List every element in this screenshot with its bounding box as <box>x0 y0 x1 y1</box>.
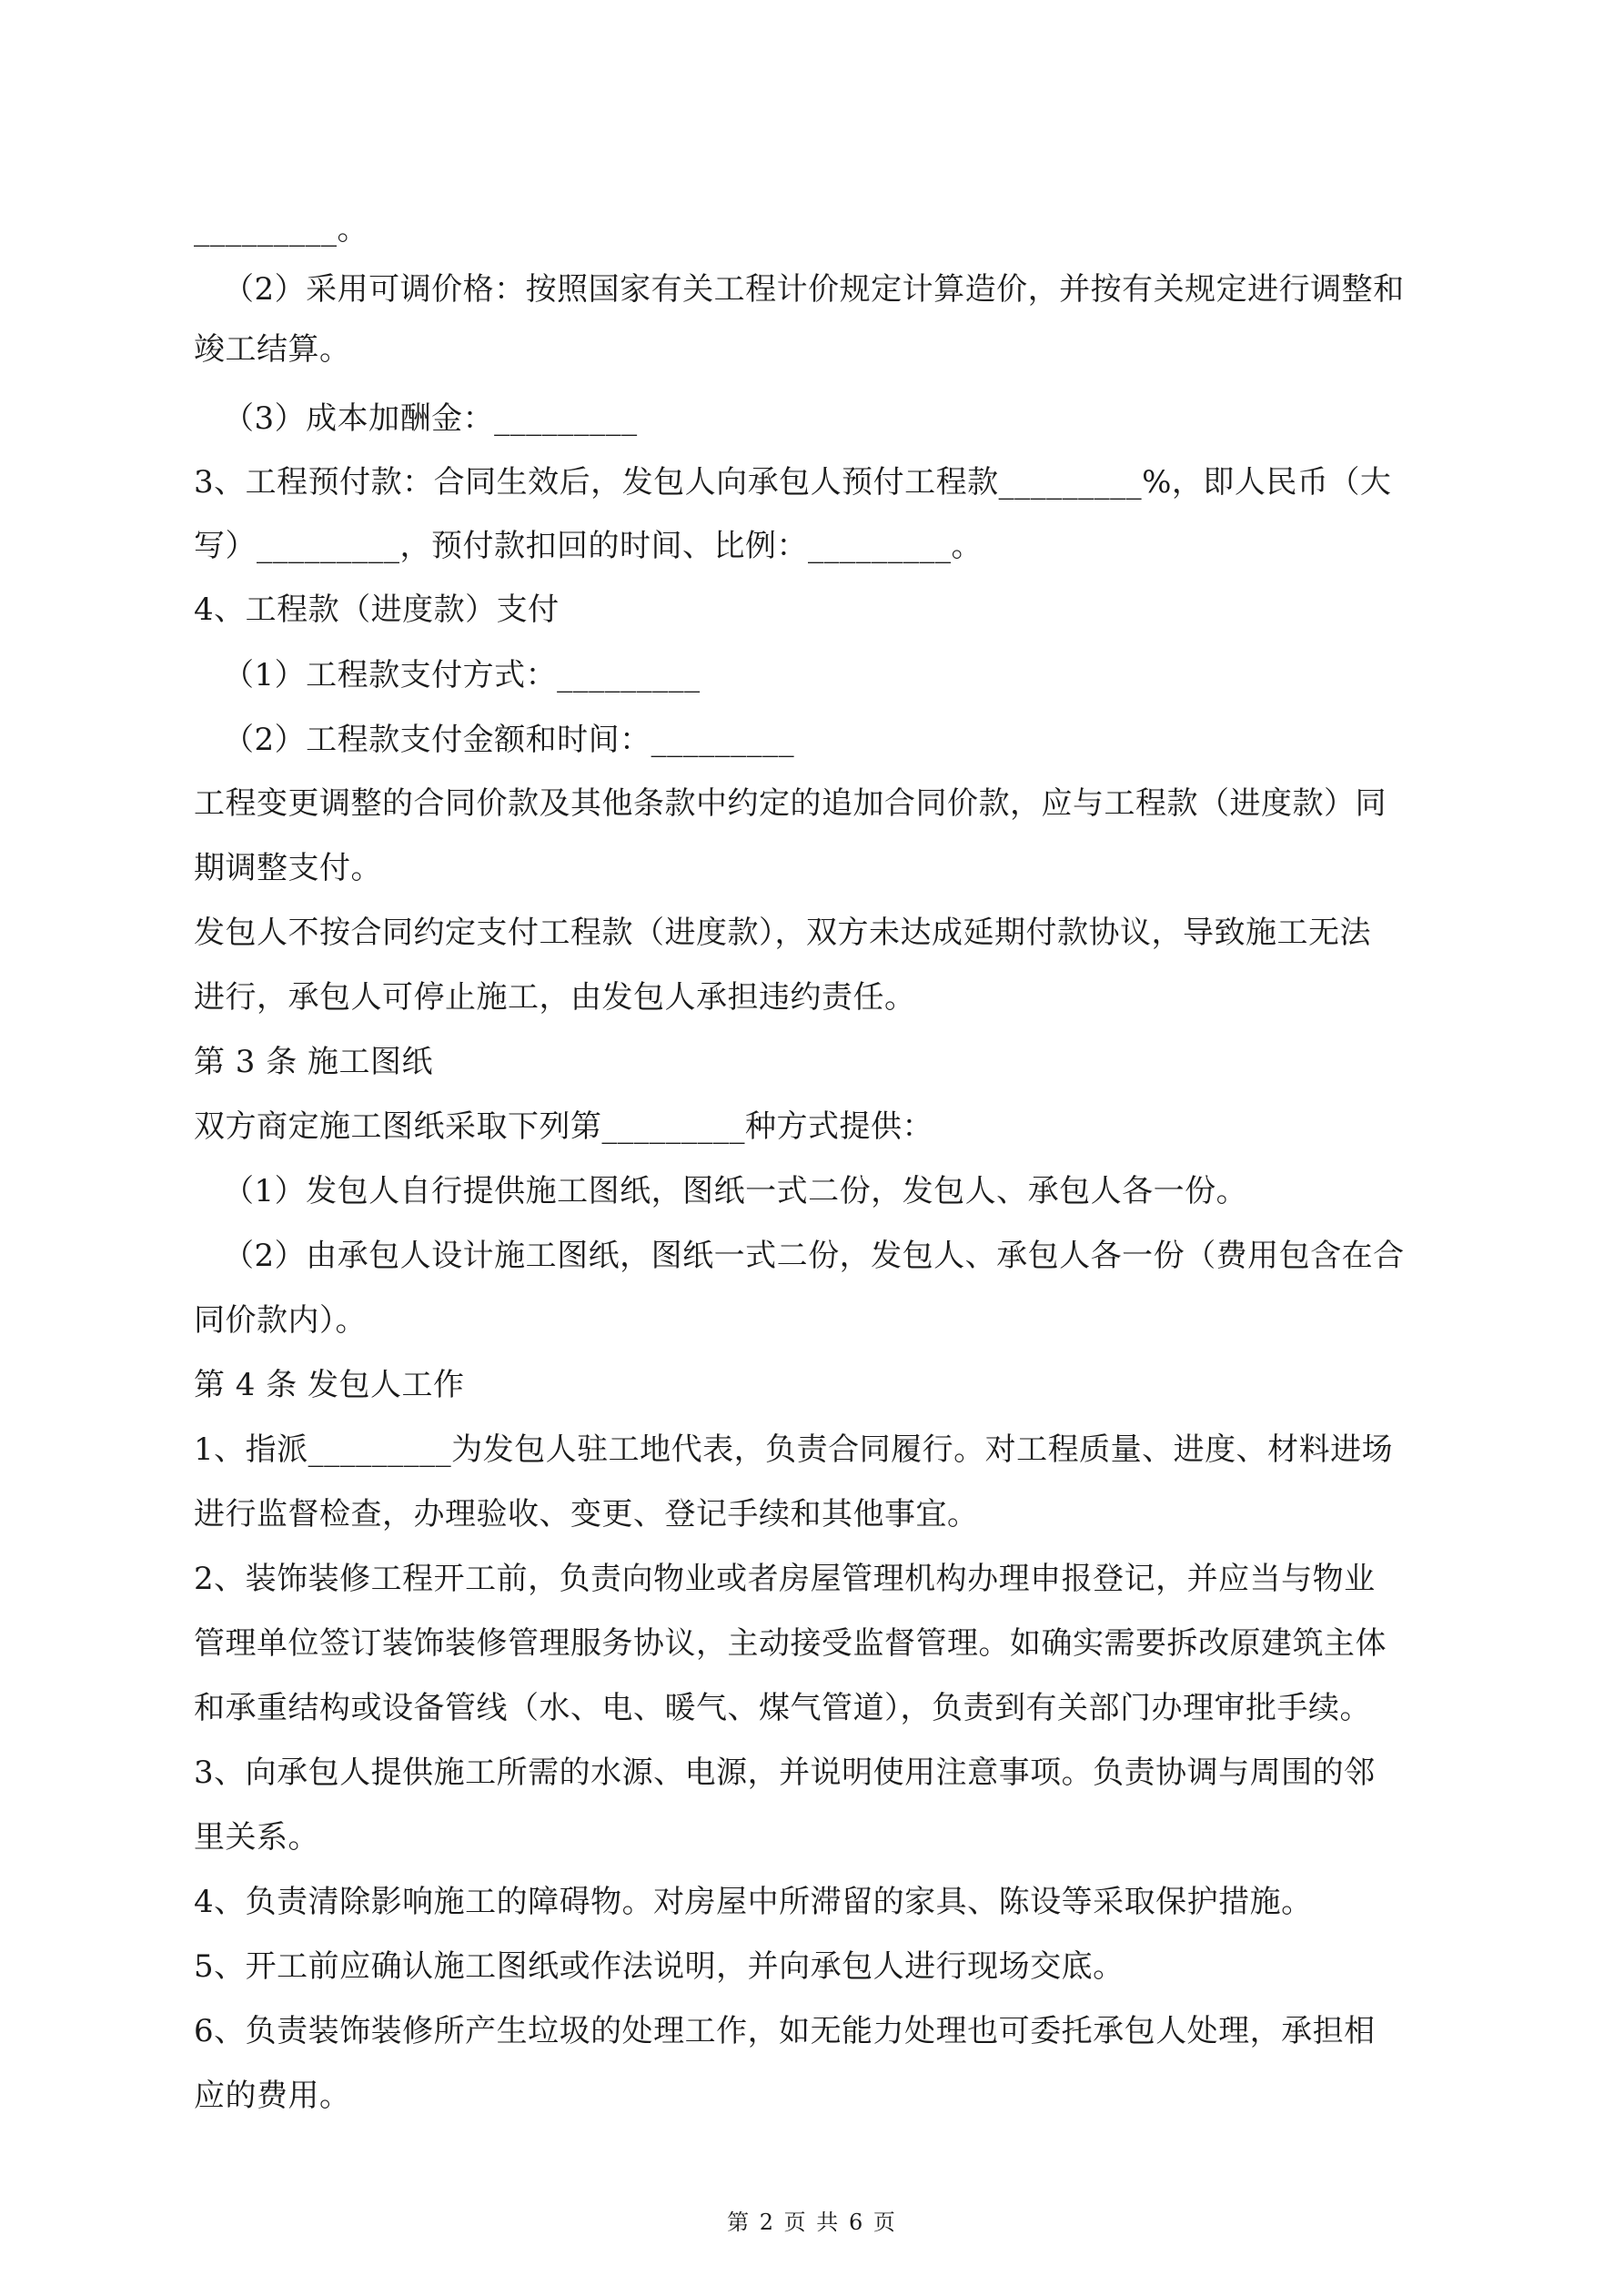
text-line: 期调整支付。 <box>194 850 382 886</box>
text-line: 进行，承包人可停止施工，由发包人承担违约责任。 <box>194 979 916 1016</box>
text-line: 3、工程预付款：合同生效后，发包人向承包人预付工程款_________%，即人民币（大 <box>194 464 1392 501</box>
text-line: 5、开工前应确认施工图纸或作法说明，并向承包人进行现场交底。 <box>194 1948 1125 1985</box>
text-line: 3、向承包人提供施工所需的水源、电源，并说明使用注意事项。负责协调与周围的邻 <box>194 1755 1376 1791</box>
text-line: 4、工程款（进度款）支付 <box>194 592 560 628</box>
text-line: 1、指派_________为发包人驻工地代表，负责合同履行。对工程质量、进度、材料进场 <box>194 1431 1394 1468</box>
text-line: 写）_________，预付款扣回的时间、比例：_________。 <box>194 528 983 564</box>
text-line: （1）发包人自行提供施工图纸，图纸一式二份，发包人、承包人各一份。 <box>223 1173 1248 1209</box>
text-line: 竣工结算。 <box>194 331 351 368</box>
page-number-footer: 第 2 页 共 6 页 <box>727 2210 897 2235</box>
text-line: 管理单位签订装饰装修管理服务协议，主动接受监督管理。如确实需要拆改原建筑主体 <box>194 1625 1387 1662</box>
text-line: 里关系。 <box>194 1819 319 1856</box>
text-line: （2）由承包人设计施工图纸，图纸一式二份，发包人、承包人各一份（费用包含在合 <box>223 1238 1405 1274</box>
text-line: 发包人不按合同约定支付工程款（进度款），双方未达成延期付款协议，导致施工无法 <box>194 915 1371 951</box>
text-line: 6、负责装饰装修所产生垃圾的处理工作，如无能力处理也可委托承包人处理，承担相 <box>194 2013 1376 2049</box>
text-line: （3）成本加酬金：_________ <box>223 400 638 437</box>
text-line: 同价款内）。 <box>194 1302 367 1339</box>
text-line: 工程变更调整的合同价款及其他条款中约定的追加合同价款，应与工程款（进度款）同 <box>194 785 1387 822</box>
section-heading: 第 3 条 施工图纸 <box>194 1044 434 1080</box>
text-line: 双方商定施工图纸采取下列第_________种方式提供： <box>194 1108 933 1145</box>
text-line: 2、装饰装修工程开工前，负责向物业或者房屋管理机构办理申报登记，并应当与物业 <box>194 1561 1376 1597</box>
text-line: 4、负责清除影响施工的障碍物。对房屋中所滞留的家具、陈设等采取保护措施。 <box>194 1884 1313 1920</box>
text-line: （1）工程款支付方式：_________ <box>223 657 701 693</box>
text-line: _________。 <box>194 211 368 248</box>
text-line: 应的费用。 <box>194 2078 351 2114</box>
text-line: 进行监督检查，办理验收、变更、登记手续和其他事宜。 <box>194 1496 979 1532</box>
section-heading: 第 4 条 发包人工作 <box>194 1367 465 1403</box>
text-line: 和承重结构或设备管线（水、电、暖气、煤气管道），负责到有关部门办理审批手续。 <box>194 1690 1371 1726</box>
text-line: （2）工程款支付金额和时间：_________ <box>223 722 795 758</box>
text-line: （2）采用可调价格：按照国家有关工程计价规定计算造价，并按有关规定进行调整和 <box>223 271 1405 308</box>
